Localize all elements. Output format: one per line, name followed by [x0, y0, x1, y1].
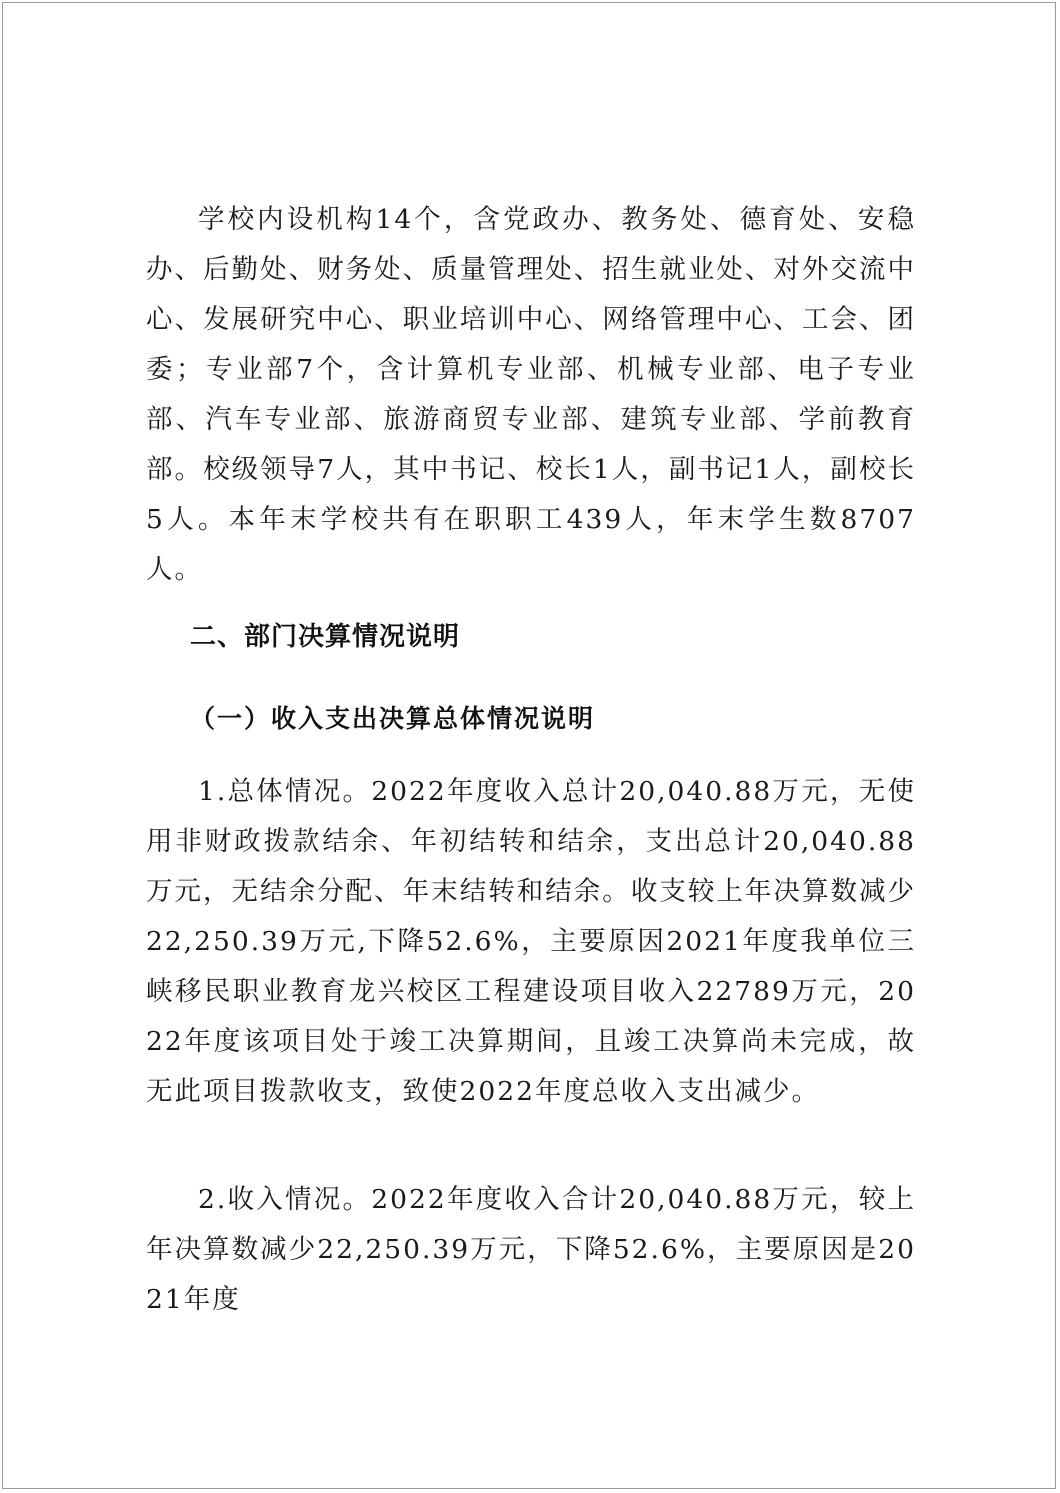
section-heading: 二、部门决算情况说明 [190, 622, 461, 652]
document-page [2, 2, 1056, 1489]
org-structure-block [146, 195, 916, 595]
overall-paragraph: 1.总体情况。2022年度收入总计20,040.88万元，无使用非财政拨款结余、年初结转和结余，支出总计20,040.88万元，无结余分配、年末结转和结余。收支较上年决算数减少22,250.39万元,下降52.6%，主要原因2021年度我单位三峡移民职业教育龙兴校区工程建设项目收入22789万元，2022年度该项目处于竣工决算期间，且竣工决算尚未完成，故无此项目拨款收支，致使2022年度总收入支出减少。 [146, 776, 916, 1107]
org-structure-paragraph: 学校内设机构14个，含党政办、教务处、德育处、安稳办、后勤处、财务处、质量管理处、招生就业处、对外交流中心、发展研究中心、职业培训中心、网络管理中心、工会、团委；专业部7个，含计算机专业部、机械专业部、电子专业部、汽车专业部、旅游商贸专业部、建筑专业部、学前教育部。校级领导7人，其中书记、校长1人，副书记1人，副校长5人。本年末学校共有在职职工439人，年末学生数8707人。 [146, 204, 916, 585]
overall-block [146, 767, 916, 1117]
income-block [146, 1175, 916, 1325]
subsection-heading: （一）收入支出决算总体情况说明 [190, 704, 596, 733]
income-paragraph: 2.收入情况。2022年度收入合计20,040.88万元，较上年决算数减少22,250.39万元，下降52.6%，主要原因是2021年度 [146, 1184, 916, 1315]
